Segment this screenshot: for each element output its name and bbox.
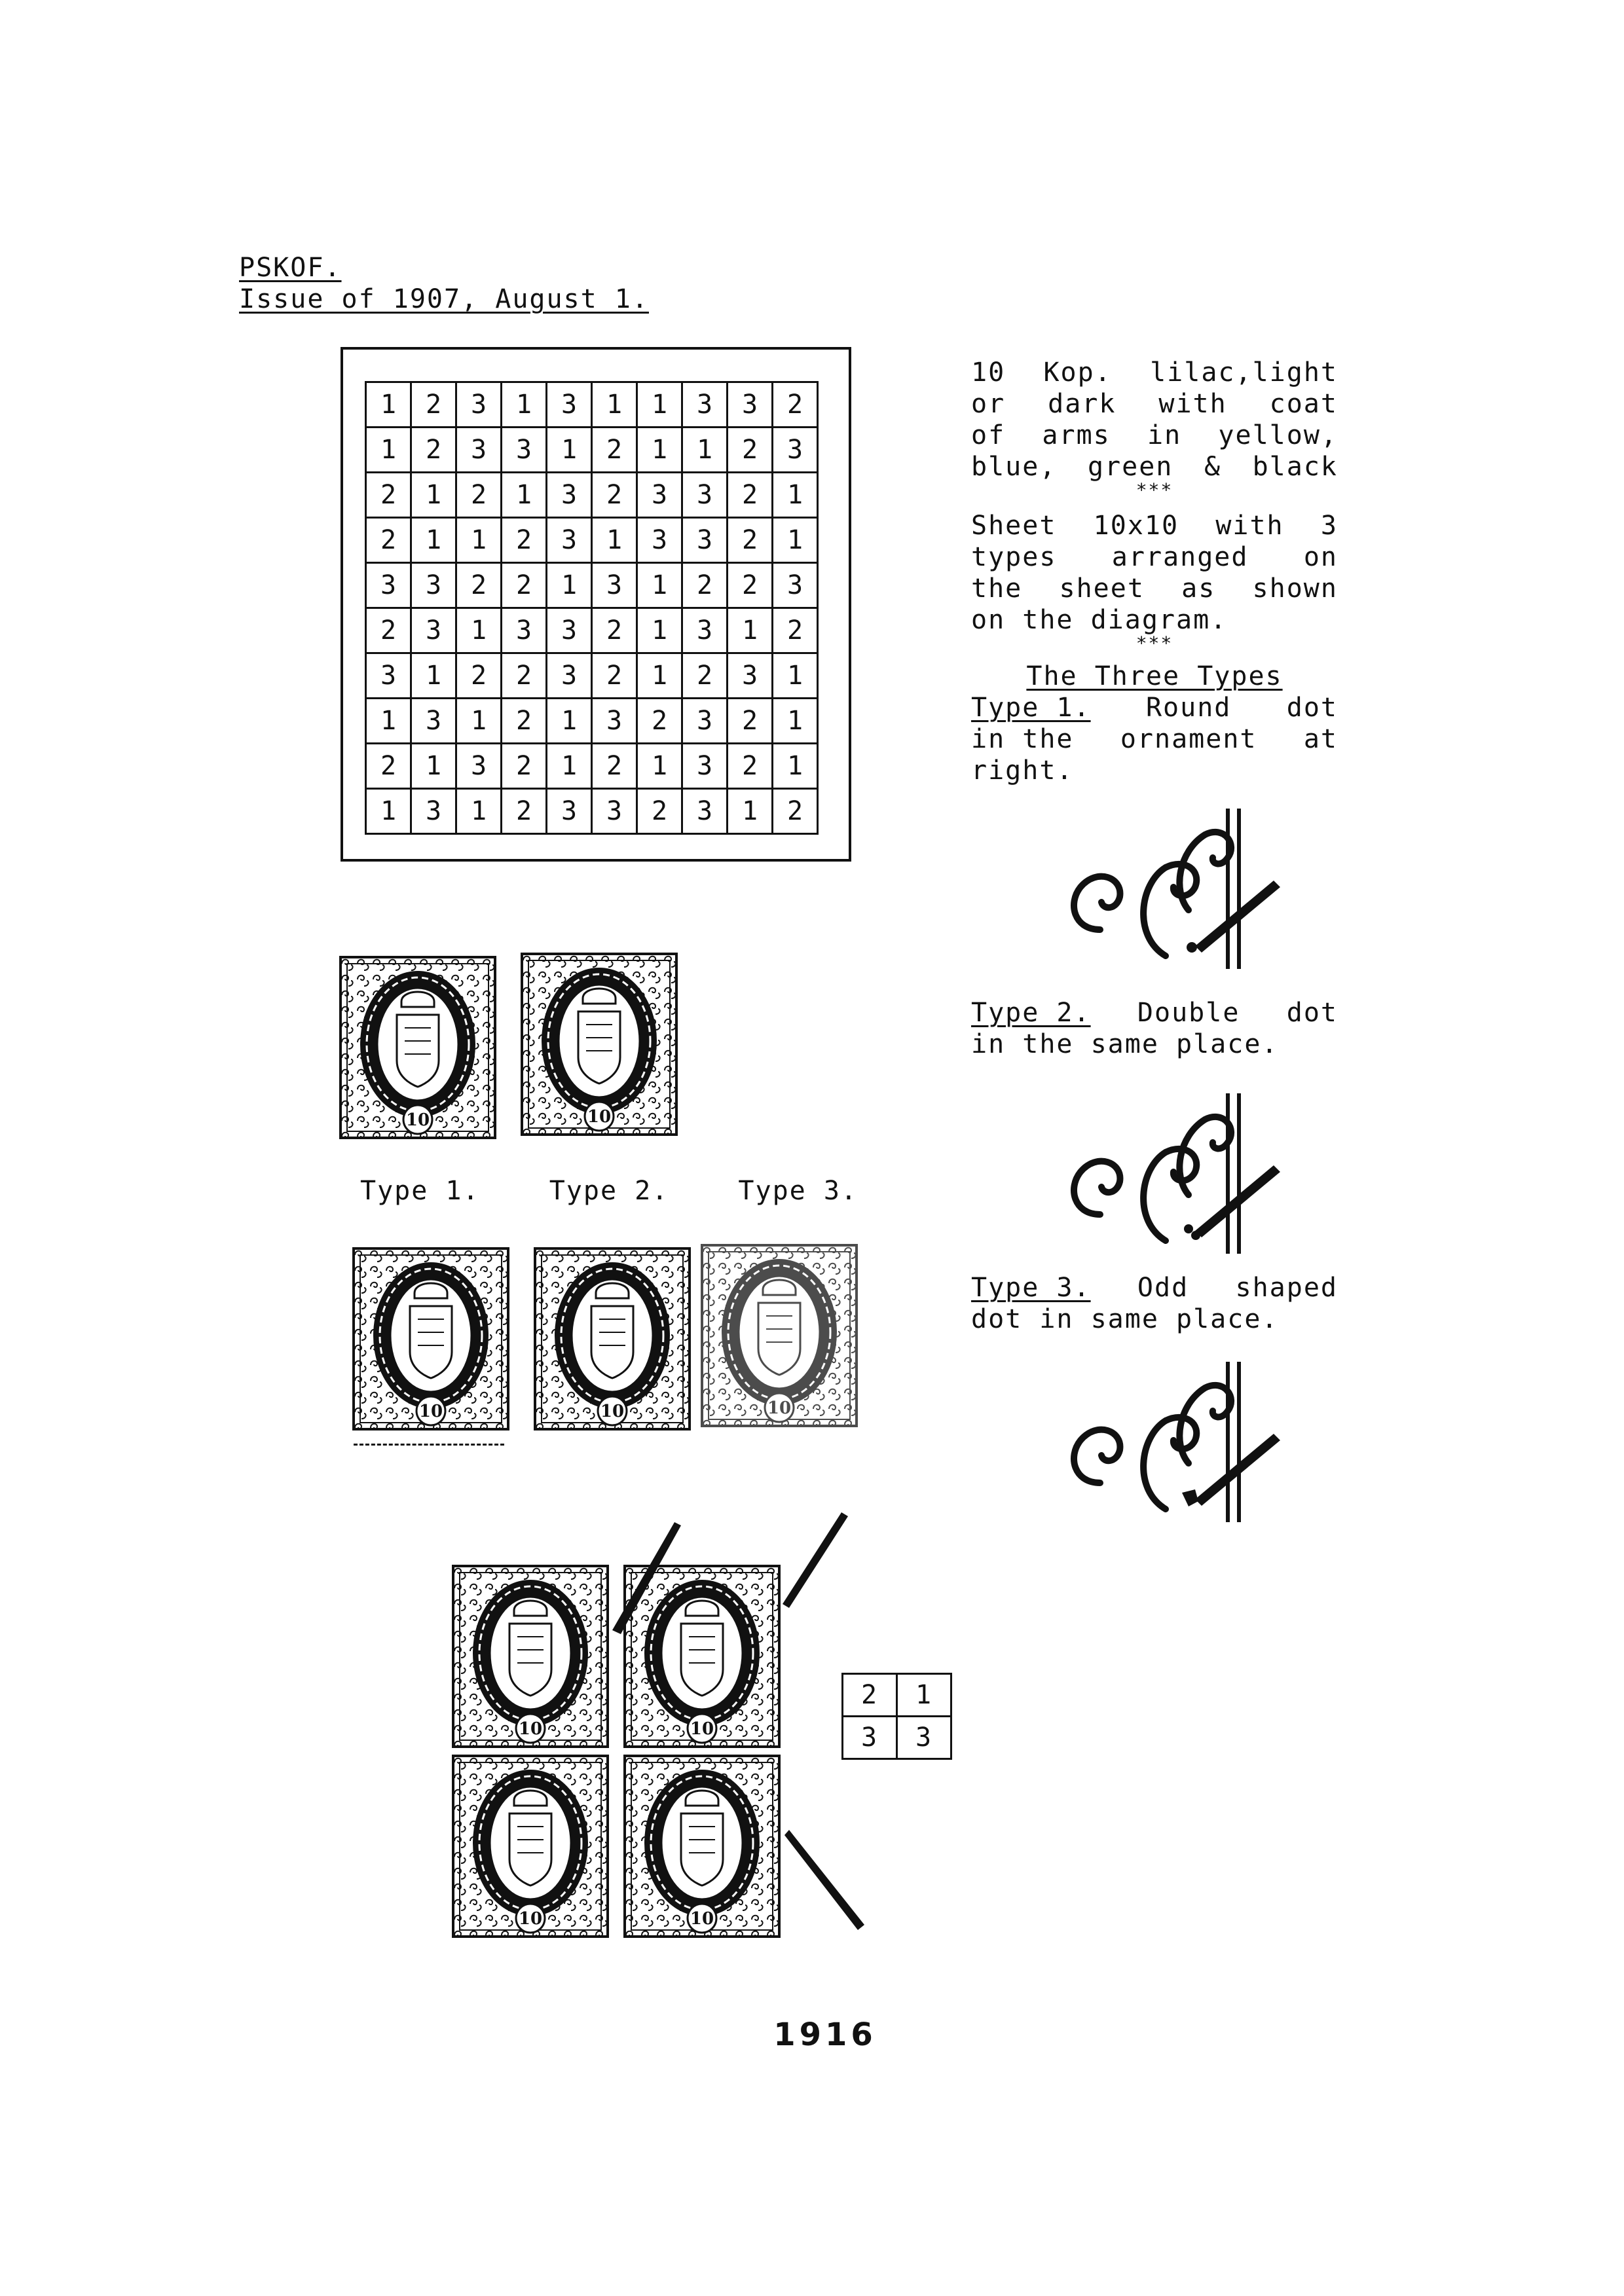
word: with	[1215, 511, 1284, 541]
type2-line-1	[971, 997, 1338, 1029]
word: Double	[1137, 998, 1240, 1028]
grid-row	[366, 608, 818, 653]
grid-cell: 2	[502, 563, 547, 608]
grid-cell: 3	[411, 699, 456, 744]
block-stamp	[452, 1755, 609, 1938]
word: ornament	[1120, 724, 1257, 754]
grid-cell: 1	[456, 699, 502, 744]
grid-cell: 1	[366, 789, 411, 834]
word: 10	[971, 357, 1006, 388]
grid-row	[366, 382, 818, 428]
grid-cell: 2	[502, 744, 547, 789]
grid-cell: 2	[456, 563, 502, 608]
type-label-2: Type 2.	[549, 1176, 669, 1206]
type2-label: Type 2.	[971, 998, 1091, 1028]
grid-cell: 3	[682, 744, 728, 789]
word: black	[1252, 452, 1338, 482]
grid-cell: 2	[682, 653, 728, 699]
grid-cell: 2	[366, 608, 411, 653]
grid-cell: 3	[773, 563, 818, 608]
grid-cell: 1	[773, 518, 818, 563]
grid-cell: 2	[411, 428, 456, 473]
grid-cell: 3	[592, 789, 637, 834]
sheet-line-1	[971, 510, 1338, 541]
grid-cell: 1	[728, 789, 773, 834]
grid-cell: 2	[502, 518, 547, 563]
word: shown	[1252, 574, 1338, 604]
grid-cell: 2	[366, 744, 411, 789]
word: 10x10	[1093, 511, 1179, 541]
sheet-diagram	[341, 347, 851, 862]
grid-cell: 3	[773, 428, 818, 473]
desc-line-1	[971, 357, 1338, 388]
word: 3	[1320, 511, 1338, 541]
type1-line-3: right.	[971, 756, 1074, 786]
word: with	[1158, 389, 1227, 419]
grid-cell: 1	[366, 382, 411, 428]
word: in	[1147, 420, 1182, 450]
grid-cell: 3	[366, 653, 411, 699]
word: coat	[1269, 389, 1338, 419]
arrow-pointer-icon	[612, 1522, 681, 1634]
grid-cell: 3	[682, 789, 728, 834]
word: blue,	[971, 452, 1057, 482]
word: yellow,	[1218, 420, 1338, 450]
grid-cell: 1	[773, 653, 818, 699]
grid-cell: 1	[592, 382, 637, 428]
type1-line-2	[971, 723, 1338, 755]
types-heading	[971, 661, 1338, 692]
pointer-arrows	[589, 1506, 864, 2003]
type-label-3: Type 3.	[738, 1176, 858, 1206]
grid-cell: 2	[682, 563, 728, 608]
grid-cell: 3	[728, 382, 773, 428]
page-title: PSKOF.	[239, 253, 342, 283]
stamp-value: 10	[518, 1719, 543, 1739]
header	[239, 252, 649, 315]
grid-cell: 3	[682, 518, 728, 563]
type3-line-1	[971, 1272, 1338, 1303]
grid-cell: 2	[592, 653, 637, 699]
arrow-pointer-icon	[783, 1512, 848, 1608]
grid-cell: 2	[502, 699, 547, 744]
grid-cell: 3	[682, 699, 728, 744]
grid-row	[366, 518, 818, 563]
grid-cell: 1	[637, 382, 682, 428]
grid-cell: 1	[637, 563, 682, 608]
stamp-image	[339, 956, 496, 1139]
desc-line-4	[971, 451, 1338, 483]
block-row	[843, 1674, 951, 1717]
type3-ornament	[1061, 1358, 1297, 1529]
description-column	[971, 357, 1338, 786]
grid-cell: 3	[366, 563, 411, 608]
grid-cell: 1	[637, 744, 682, 789]
grid-cell: 3	[547, 653, 592, 699]
grid-cell: 1	[637, 653, 682, 699]
grid-cell: 1	[547, 744, 592, 789]
grid-row	[366, 744, 818, 789]
grid-cell: 1	[773, 473, 818, 518]
grid-cell: 3	[502, 608, 547, 653]
grid-cell: 1	[502, 473, 547, 518]
word: shaped	[1235, 1273, 1338, 1303]
grid-row	[366, 789, 818, 834]
grid-cell: 1	[637, 608, 682, 653]
grid-cell: 1	[456, 518, 502, 563]
word: or	[971, 389, 1006, 419]
grid-cell: 3	[411, 789, 456, 834]
separator-stars-2: ***	[1135, 632, 1173, 654]
stamp-image	[521, 953, 678, 1136]
grid-cell: 3	[682, 473, 728, 518]
grid-row	[366, 563, 818, 608]
stamp-type-1	[352, 1247, 509, 1430]
grid-cell: 3	[682, 608, 728, 653]
type2-description	[971, 997, 1338, 1060]
type3-description	[971, 1272, 1338, 1335]
stamp-value: 10	[418, 1402, 443, 1421]
grid-cell: 3	[547, 789, 592, 834]
word: sheet	[1059, 574, 1145, 604]
grid-cell: 3	[411, 563, 456, 608]
grid-cell: 1	[411, 473, 456, 518]
block-cell: 1	[897, 1674, 951, 1717]
word: Kop.	[1043, 357, 1112, 388]
arrow-pointer-icon	[784, 1830, 864, 1930]
word: Odd	[1137, 1273, 1189, 1303]
grid-row	[366, 653, 818, 699]
grid-cell: 1	[547, 428, 592, 473]
word: as	[1181, 574, 1216, 604]
block-cell: 3	[897, 1717, 951, 1759]
grid-cell: 2	[773, 382, 818, 428]
grid-cell: 2	[728, 473, 773, 518]
grid-cell: 3	[637, 473, 682, 518]
grid-cell: 3	[411, 608, 456, 653]
block-row	[843, 1717, 951, 1759]
grid-cell: 2	[592, 428, 637, 473]
grid-cell: 3	[547, 608, 592, 653]
word: dark	[1048, 389, 1116, 419]
grid-cell: 2	[637, 789, 682, 834]
block-position-table	[841, 1673, 952, 1760]
grid-row	[366, 699, 818, 744]
grid-cell: 3	[592, 699, 637, 744]
sheet-grid	[365, 381, 819, 835]
grid-cell: 2	[456, 473, 502, 518]
word: at	[1303, 724, 1338, 754]
grid-cell: 1	[366, 428, 411, 473]
sheet-line-2	[971, 541, 1338, 573]
grid-cell: 1	[411, 518, 456, 563]
grid-cell: 3	[547, 473, 592, 518]
stamp-type-2	[534, 1247, 691, 1430]
grid-cell: 2	[411, 382, 456, 428]
dashed-line	[354, 1444, 504, 1446]
type2-line-2: in the same place.	[971, 1029, 1279, 1059]
grid-cell: 1	[547, 699, 592, 744]
sheet-line-4: on the diagram.	[971, 605, 1228, 635]
type-labels	[360, 1175, 858, 1207]
types-heading-text: The Three Types	[1026, 661, 1283, 691]
stamp-value: 10	[405, 1110, 430, 1130]
grid-cell: 3	[592, 563, 637, 608]
word: lilac,light	[1150, 357, 1338, 388]
grid-cell: 2	[773, 608, 818, 653]
grid-cell: 3	[547, 518, 592, 563]
grid-cell: 2	[366, 473, 411, 518]
word: dot	[1286, 998, 1338, 1028]
grid-cell: 2	[502, 789, 547, 834]
block-cell: 2	[843, 1674, 897, 1717]
grid-cell: 3	[637, 518, 682, 563]
issue-line	[239, 283, 649, 315]
grid-cell: 1	[773, 744, 818, 789]
grid-cell: 3	[456, 744, 502, 789]
word: in the	[971, 724, 1074, 754]
grid-row	[366, 428, 818, 473]
grid-cell: 1	[728, 608, 773, 653]
grid-cell: 2	[728, 699, 773, 744]
type3-label: Type 3.	[971, 1273, 1091, 1303]
word: the	[971, 574, 1023, 604]
grid-cell: 1	[773, 699, 818, 744]
grid-cell: 2	[592, 744, 637, 789]
grid-cell: 1	[456, 789, 502, 834]
grid-cell: 1	[637, 428, 682, 473]
ornament-dot-round-icon	[1061, 805, 1297, 975]
word: on	[1303, 542, 1338, 572]
grid-cell: 2	[592, 473, 637, 518]
grid-cell: 1	[366, 699, 411, 744]
desc-line-2	[971, 388, 1338, 420]
grid-cell: 2	[592, 608, 637, 653]
grid-cell: 2	[728, 518, 773, 563]
word: arms	[1042, 420, 1111, 450]
grid-cell: 3	[728, 653, 773, 699]
stamp-value: 10	[587, 1107, 612, 1127]
grid-cell: 3	[456, 428, 502, 473]
grid-cell: 1	[682, 428, 728, 473]
grid-cell: 2	[456, 653, 502, 699]
word: arranged	[1111, 542, 1249, 572]
stamp-value: 10	[690, 1909, 714, 1929]
desc-line-3	[971, 420, 1338, 451]
ornament-dot-double-icon	[1061, 1090, 1297, 1260]
page-number: 1916	[773, 2016, 877, 2053]
grid-cell: 2	[637, 699, 682, 744]
type1-label: Type 1.	[971, 693, 1091, 723]
grid-cell: 2	[728, 744, 773, 789]
word: of	[971, 420, 1006, 450]
grid-cell: 1	[547, 563, 592, 608]
grid-row	[366, 473, 818, 518]
grid-cell: 1	[502, 382, 547, 428]
type1-line-1	[971, 692, 1338, 723]
grid-cell: 1	[411, 744, 456, 789]
word: &	[1204, 452, 1222, 482]
word: dot	[1286, 693, 1338, 723]
word: types	[971, 542, 1057, 572]
grid-cell: 3	[502, 428, 547, 473]
grid-cell: 2	[728, 563, 773, 608]
separator-stars: ***	[1135, 479, 1173, 501]
word: Sheet	[971, 511, 1057, 541]
block-cell: 3	[843, 1717, 897, 1759]
grid-cell: 3	[547, 382, 592, 428]
word: Round	[1145, 693, 1232, 723]
grid-cell: 3	[456, 382, 502, 428]
grid-cell: 1	[592, 518, 637, 563]
grid-cell: 1	[411, 653, 456, 699]
grid-cell: 1	[456, 608, 502, 653]
grid-cell: 2	[773, 789, 818, 834]
stamp-value: 10	[600, 1402, 625, 1421]
grid-cell: 2	[728, 428, 773, 473]
stamp-value: 10	[690, 1719, 714, 1739]
sheet-line-3	[971, 573, 1338, 604]
word: green	[1087, 452, 1173, 482]
type1-ornament	[1061, 805, 1297, 975]
stamp-type-3	[701, 1244, 858, 1427]
issue-text: Issue of 1907, August 1.	[239, 284, 649, 314]
type3-line-2: dot in same place.	[971, 1304, 1279, 1334]
type2-ornament	[1061, 1090, 1297, 1260]
grid-cell: 3	[682, 382, 728, 428]
block-stamp	[452, 1565, 609, 1748]
type-label-1: Type 1.	[360, 1176, 480, 1206]
stamp-value: 10	[767, 1398, 792, 1418]
grid-cell: 2	[502, 653, 547, 699]
grid-cell: 2	[366, 518, 411, 563]
ornament-dot-odd-icon	[1061, 1358, 1297, 1529]
stamp-value: 10	[518, 1909, 543, 1929]
